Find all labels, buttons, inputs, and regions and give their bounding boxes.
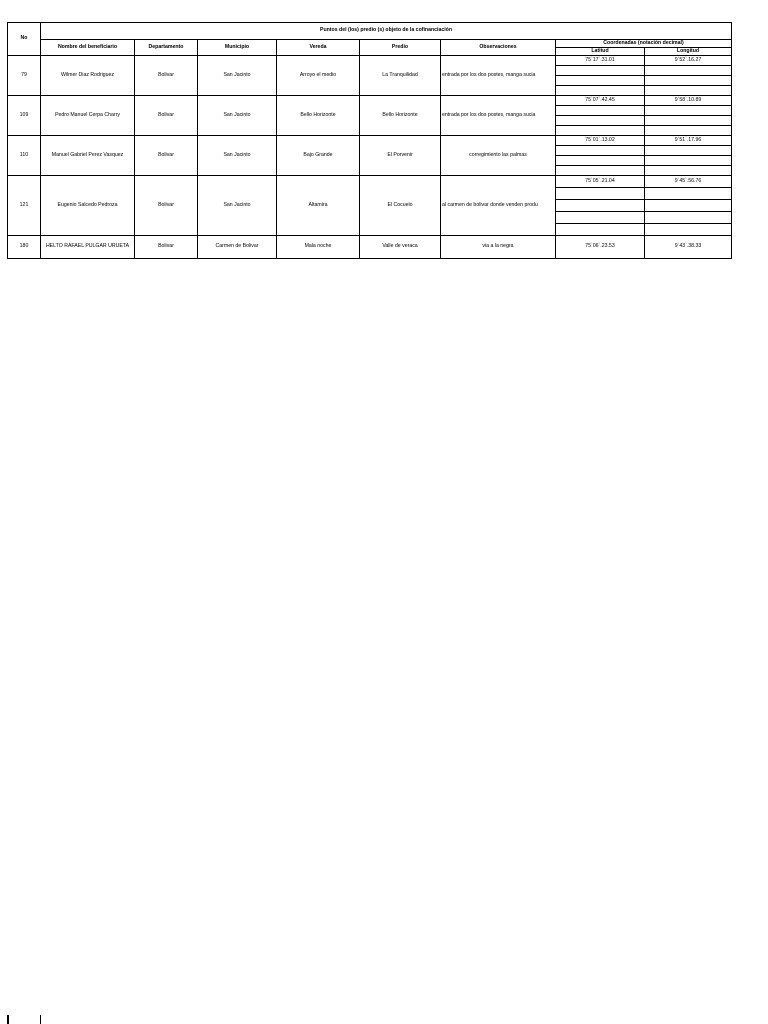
cell-predio: Valle de veraca [360, 236, 441, 259]
cell-nombre: Eugenio Salcedo Pedroza [41, 176, 135, 236]
header-vereda: Vereda [277, 40, 360, 56]
empty-cell [556, 146, 645, 156]
empty-cell [556, 116, 645, 126]
cell-no: 121 [8, 176, 41, 236]
empty-cell [556, 188, 645, 200]
cell-predio: El Cocuelo [360, 176, 441, 236]
beneficiary-coordinates-table [7, 22, 732, 259]
header-latitud: Latitud [556, 48, 645, 56]
header-coordenadas: Coordenadas (notación decimal) [556, 40, 732, 48]
empty-cell [556, 212, 645, 224]
cell-observaciones: al carmen de bolivar donde venden produ [441, 176, 556, 236]
cell-municipio: San Jacinto [198, 56, 277, 96]
header-longitud: Longitud [645, 48, 732, 56]
cell-nombre: Pedro Manuel Cerpa Charry [41, 96, 135, 136]
empty-cell [556, 66, 645, 76]
cell-vereda: Arroyo el medio [277, 56, 360, 96]
header-no: No [8, 23, 41, 56]
header-departamento: Departamento [135, 40, 198, 56]
empty-cell [645, 224, 732, 236]
header-puntos: Puntos del (los) predio (s) objeto de la cofinanciación [41, 23, 732, 40]
cell-vereda: Bello Horizonte [277, 96, 360, 136]
cell-no: 110 [8, 136, 41, 176]
empty-cell [556, 76, 645, 86]
cell-no: 109 [8, 96, 41, 136]
page-corner-mark [7, 1015, 9, 1024]
cell-predio: La Tranquilidad [360, 56, 441, 96]
cell-longitud: 9`58`.10.89 [645, 96, 732, 106]
empty-cell [556, 200, 645, 212]
cell-nombre: Manuel Gabriel Perez Vasquez [41, 136, 135, 176]
cell-no: 180 [8, 236, 41, 259]
cell-longitud: 9`51`.17.96 [645, 136, 732, 146]
cell-nombre: HELTO RAFAEL PULGAR URUETA [41, 236, 135, 259]
cell-departamento: Bolivar [135, 96, 198, 136]
cell-nombre: Wilmer Diaz Rodriguez [41, 56, 135, 96]
empty-cell [645, 166, 732, 176]
empty-cell [556, 156, 645, 166]
empty-cell [556, 106, 645, 116]
header-nombre: Nombre del beneficiario [41, 40, 135, 56]
cell-departamento: Bolivar [135, 176, 198, 236]
cell-latitud: 75`05`.21.04 [556, 176, 645, 188]
cell-municipio: San Jacinto [198, 136, 277, 176]
cell-observaciones: entrada por los dos postes, manga sucia [441, 96, 556, 136]
cell-observaciones: via a la negra [441, 236, 556, 259]
cell-longitud: 9`45`.56.76 [645, 176, 732, 188]
header-predio: Predio [360, 40, 441, 56]
cell-predio: Bello Horizonte [360, 96, 441, 136]
empty-cell [556, 224, 645, 236]
empty-cell [645, 212, 732, 224]
cell-observaciones: corregimiento las palmas [441, 136, 556, 176]
cell-latitud: 75`17`.31.01 [556, 56, 645, 66]
cell-departamento: Bolivar [135, 136, 198, 176]
cell-vereda: Altamira [277, 176, 360, 236]
cell-latitud: 75`06`.23.53 [556, 236, 645, 259]
cell-departamento: Bolivar [135, 236, 198, 259]
empty-cell [645, 126, 732, 136]
empty-cell [645, 76, 732, 86]
empty-cell [556, 86, 645, 96]
cell-latitud: 75`01`.13.02 [556, 136, 645, 146]
empty-cell [645, 146, 732, 156]
cell-departamento: Bolivar [135, 56, 198, 96]
header-municipio: Municipio [198, 40, 277, 56]
empty-cell [556, 126, 645, 136]
cell-predio: El Porvenir [360, 136, 441, 176]
cell-no: 79 [8, 56, 41, 96]
empty-cell [645, 106, 732, 116]
header-observaciones: Observaciones [441, 40, 556, 56]
cell-municipio: Carmen de Bolivar [198, 236, 277, 259]
empty-cell [645, 188, 732, 200]
empty-cell [645, 200, 732, 212]
cell-latitud: 75`07`.42.45 [556, 96, 645, 106]
cell-vereda: Bajo Grande [277, 136, 360, 176]
cell-longitud: 9`43`.38.33 [645, 236, 732, 259]
page-corner-mark [40, 1015, 41, 1024]
cell-municipio: San Jacinto [198, 176, 277, 236]
cell-municipio: San Jacinto [198, 96, 277, 136]
empty-cell [556, 166, 645, 176]
empty-cell [645, 86, 732, 96]
empty-cell [645, 116, 732, 126]
cell-longitud: 9`52`.16.27 [645, 56, 732, 66]
empty-cell [645, 66, 732, 76]
cell-observaciones: entrada por los dos postes, manga sucia [441, 56, 556, 96]
empty-cell [645, 156, 732, 166]
cell-vereda: Mala noche [277, 236, 360, 259]
